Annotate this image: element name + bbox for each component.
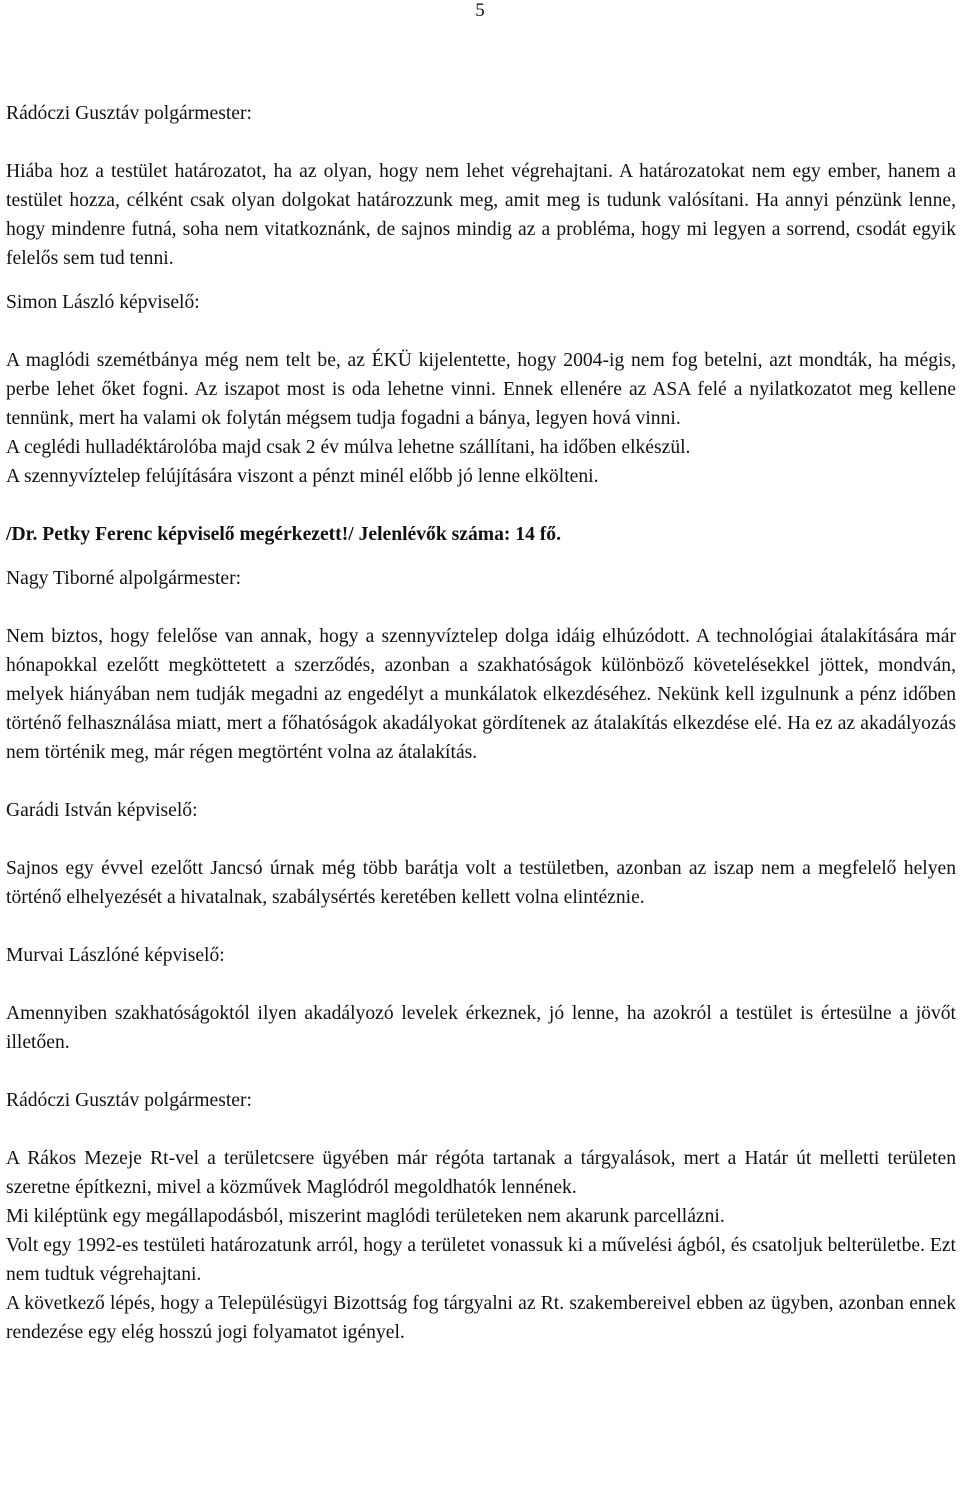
- statement-paragraph: A ceglédi hulladéktárolóba majd csak 2 év múlva lehetne szállítani, ha időben elkészül.: [6, 437, 691, 458]
- statement-paragraph: Amennyiben szakhatóságoktól ilyen akadályozó levelek érkeznek, jó lenne, ha azokról a testület is értesülne a jövőt illetően.: [6, 1003, 956, 1053]
- statement-paragraph: Nem biztos, hogy felelőse van annak, hogy a szennyvíztelep dolga idáig elhúzódott. A technológiai átalakítására már hónapokkal ezelőtt megköttetett a szerződés, azonban a szakhatóságok különböző követelésekkel jöttek, mondván, melyek hiányában nem tudják megadni az engedélyt a munkálatok elkezdéséhez. Nekünk kell izgulnunk a pénz időben történő felhasználása miatt, mert a főhatóságok akadályokat gördítenek az átalakítás elkezdése elé. Ha ez az akadályozás nem történik meg, már régen megtörtént volna az átalakítás.: [6, 626, 956, 763]
- statement-paragraph: A szennyvíztelep felújítására viszont a pénzt minél előbb jó lenne elkölteni.: [6, 466, 599, 487]
- page-number: 5: [475, 0, 485, 21]
- speaker-label: Rádóczi Gusztáv polgármester:: [6, 103, 252, 124]
- statement-paragraph: A következő lépés, hogy a Településügyi Bizottság fog tárgyalni az Rt. szakembereivel ebben az ügyben, azonban ennek rendezése egy elég hosszú jogi folyamatot igényel.: [6, 1293, 956, 1343]
- statement-paragraph: A maglódi szemétbánya még nem telt be, az ÉKÜ kijelentette, hogy 2004-ig nem fog betelni, azt mondták, ha mégis, perbe lehet őket fogni. Az iszapot most is oda lehetne vinni. Ennek ellenére az ASA felé a nyilatkozatot meg kellene tennünk, mert ha valami ok folytán mégsem tudja fogadni a bánya, legyen hová vinni.: [6, 350, 956, 429]
- document-body: [6, 99, 956, 1347]
- statement-paragraph: Hiába hoz a testület határozatot, ha az olyan, hogy nem lehet végrehajtani. A határozatokat nem egy ember, hanem a testület hozza, célként csak olyan dolgokat határozzunk meg, amit meg is tudunk valósítani. Ha annyi pénzünk lenne, hogy mindenre futná, soha nem vitatkoznánk, de sajnos mindig az a probléma, hogy mi legyen a sorrend, csodát egyik felelős sem tud tenni.: [6, 161, 956, 269]
- statement-paragraph: Mi kiléptünk egy megállapodásból, miszerint maglódi területeken nem akarunk parcellázni.: [6, 1206, 725, 1227]
- speaker-label: Simon László képviselő:: [6, 292, 200, 313]
- speaker-label: Rádóczi Gusztáv polgármester:: [6, 1090, 252, 1111]
- speaker-label: Garádi István képviselő:: [6, 800, 198, 821]
- speaker-label: Murvai Lászlóné képviselő:: [6, 945, 225, 966]
- statement-paragraph: Sajnos egy évvel ezelőtt Jancsó úrnak még több barátja volt a testületben, azonban az iszap nem a megfelelő helyen történő elhelyezését a hivatalnak, szabálysértés keretében kellett volna elintéznie.: [6, 858, 956, 908]
- statement-paragraph: Volt egy 1992-es testületi határozatunk arról, hogy a területet vonassuk ki a művelési ágból, és csatoljuk belterületbe. Ezt nem tudtuk végrehajtani.: [6, 1235, 956, 1285]
- statement-paragraph: A Rákos Mezeje Rt-vel a területcsere ügyében már régóta tartanak a tárgyalások, mert a Határ út melletti területen szeretne építkezni, mivel a közművek Maglódról megoldhatók lennének.: [6, 1148, 956, 1198]
- speaker-label: Nagy Tiborné alpolgármester:: [6, 568, 242, 589]
- attendance-notice: /Dr. Petky Ferenc képviselő megérkezett!/ Jelenlévők száma: 14 fő.: [6, 524, 562, 545]
